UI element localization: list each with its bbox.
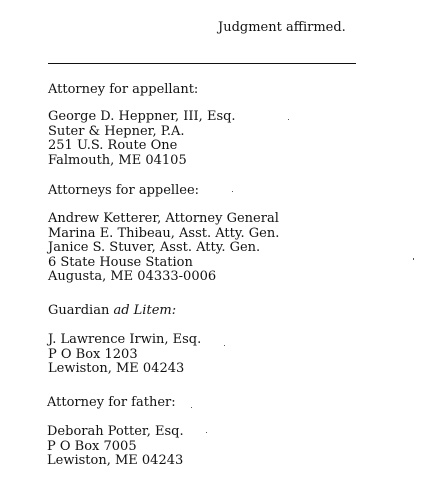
appellee-counsel-section <box>48 183 279 285</box>
guardian-ad-litem-section <box>48 303 201 377</box>
heading-prefix: Guardian <box>48 303 114 318</box>
scan-speck <box>232 191 233 192</box>
heading-italic: ad Litem: <box>113 303 177 318</box>
po-box: P O Box 1203 <box>48 346 138 362</box>
section-heading: Attorney for appellant: <box>48 82 199 97</box>
section-heading: Attorneys for appellee: <box>48 183 200 198</box>
scan-speck <box>206 432 207 433</box>
street-address: 6 State House Station <box>48 254 193 270</box>
city-state-zip: Augusta, ME 04333-0006 <box>48 269 217 285</box>
section-heading: Attorney for father: <box>47 395 176 410</box>
separator-rule <box>48 63 356 64</box>
scan-speck <box>224 345 225 346</box>
street-address: 251 U.S. Route One <box>48 138 178 154</box>
scan-speck <box>288 119 289 120</box>
scan-speck <box>413 258 414 260</box>
attorney-name: Marina E. Thibeau, Asst. Atty. Gen. <box>48 225 280 241</box>
attorney-name: Deborah Potter, Esq. <box>47 424 184 439</box>
city-state-zip: Lewiston, ME 04243 <box>47 453 184 469</box>
firm-name: Suter & Hepner, P.A. <box>48 123 185 139</box>
po-box: P O Box 7005 <box>47 438 137 454</box>
section-heading <box>48 303 201 318</box>
attorney-name: Janice S. Stuver, Asst. Atty. Gen. <box>48 240 261 256</box>
judgment-disposition: Judgment affirmed. <box>218 20 346 35</box>
appellant-counsel-section <box>48 82 236 168</box>
attorney-name: J. Lawrence Irwin, Esq. <box>48 332 202 347</box>
city-state-zip: Lewiston, ME 04243 <box>48 361 185 377</box>
city-state-zip: Falmouth, ME 04105 <box>48 152 187 168</box>
attorney-name: Andrew Ketterer, Attorney General <box>48 211 279 226</box>
scan-speck <box>191 407 192 408</box>
father-counsel-section <box>47 395 184 469</box>
attorney-name: George D. Heppner, III, Esq. <box>48 109 236 124</box>
